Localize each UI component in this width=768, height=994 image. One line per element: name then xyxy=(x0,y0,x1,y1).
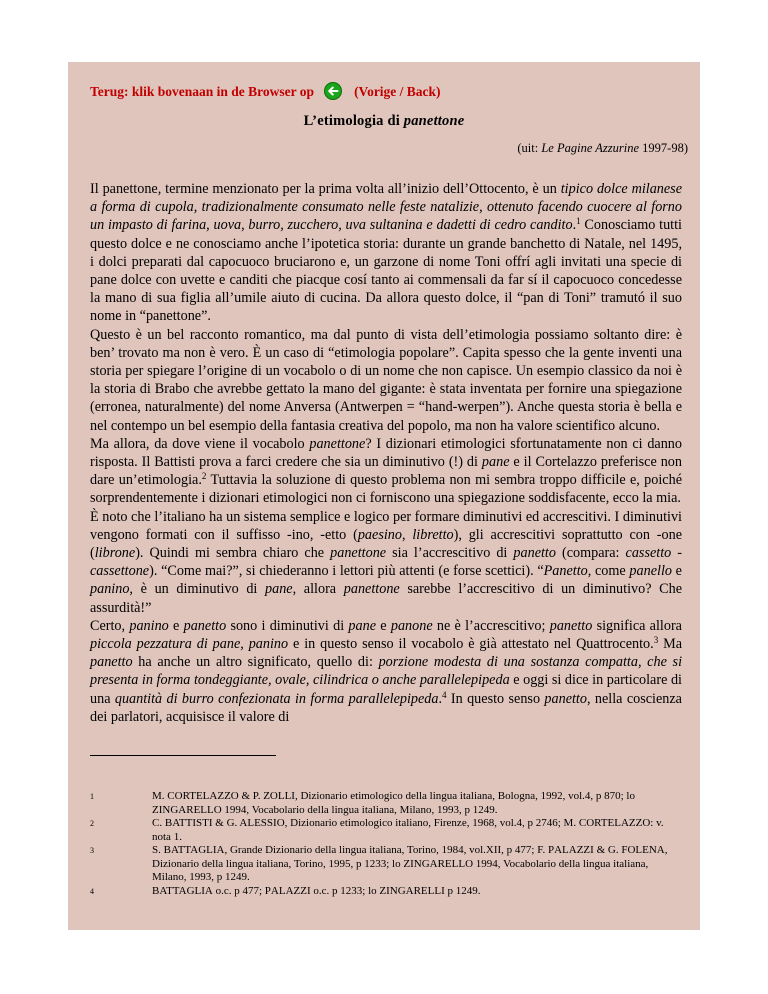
text-run: ha anche un altro significato, quello di: xyxy=(132,654,379,671)
text-run: e il Cortelazzo preferisce non dare un’etimologia. xyxy=(90,454,682,489)
term: panino xyxy=(90,581,130,598)
title-prefix: L’etimologia di xyxy=(303,113,404,129)
footnote-number: 3 xyxy=(90,846,94,855)
text-run: (compara: xyxy=(555,545,626,562)
text-run: e xyxy=(376,617,391,634)
text-run: , allora xyxy=(292,581,344,598)
footnotes xyxy=(90,790,682,898)
back-instruction xyxy=(90,82,441,101)
text-run: ne è l’accrescitivo; xyxy=(432,617,550,634)
term: panone xyxy=(390,617,433,634)
text-run: significa allora xyxy=(592,617,682,634)
footnote-ref[interactable]: 3 xyxy=(653,635,659,646)
title-word: panettone xyxy=(403,113,465,129)
text-run: ). “Come mai?”, si chiederanno i lettori più attenti (e forse scettici). “ xyxy=(149,563,544,580)
text-run: . xyxy=(572,217,577,234)
paragraph-3 xyxy=(90,435,682,508)
text-run: e oggi si dice in particolare di una xyxy=(90,672,682,707)
term: Panetto xyxy=(543,563,588,580)
source-work: Le Pagine Azzurine xyxy=(541,141,640,155)
text-run: . xyxy=(438,690,443,707)
definition-quote: tipico dolce milanese a forma di cupola, tradizionalmente consumato nelle feste natalizie, ottenuto facendo cuocere al forno un impasto di farina, uova, burro, zucchero, uva sultanina e dadetti di cedro candito xyxy=(90,181,683,234)
term: cassetto - cassettone xyxy=(90,545,682,580)
footnote-ref[interactable]: 1 xyxy=(576,216,581,227)
text-run: Ma xyxy=(658,636,683,653)
term: panetto xyxy=(513,545,556,562)
term: pane xyxy=(265,581,293,598)
term: pane xyxy=(481,454,510,471)
text-run: È noto che l’italiano ha un sistema semplice e logico per formare diminutivi ed accrescitivi. I diminutivi vengono formati con il suffisso -ino, -etto ( xyxy=(90,508,682,543)
footnote-4 xyxy=(90,885,682,899)
term: libretto xyxy=(412,526,454,543)
text-run: e xyxy=(671,563,682,580)
text-run: e in questo senso il vocabolo è già attestato nel Quattrocento. xyxy=(288,636,654,653)
arrow-left-icon[interactable] xyxy=(324,82,342,100)
term: panetto xyxy=(549,617,593,634)
text-run: , xyxy=(401,526,413,543)
term: panetto xyxy=(90,654,133,671)
text-run: , come xyxy=(587,563,630,580)
text-run: Conosciamo tutti questo dolce e ne conosciamo anche l’ipotetica storia: durante un grande banchetto di Natale, nel 1495, i dolci preparati dal capocuoco bruciarono e, un garzone di nome Toni offrí agli invitati una specie di pane dolce con uvette e canditi che piacque cosí tanto ai commensali da far sí il capocuoco concedesse la mano di sua figlia all’umile aiuto di cucina. Da allora questo dolce, il “pan di Toni” tramutó il suo nome in “panettone”. xyxy=(90,217,682,325)
text-run: , è un diminutivo di xyxy=(129,581,266,598)
term: panello xyxy=(629,563,672,580)
page-title xyxy=(68,113,700,130)
footnote-number: 4 xyxy=(90,886,94,896)
text-run: sarebbe l’accrescitivo di un diminutivo? Che assurdità!” xyxy=(90,581,683,616)
footnote-text: M. CORTELAZZO & P. ZOLLI, Dizionario etimologico della lingua italiana, Bologna, 1992, vol.4, p 870; lo ZINGARELLO 1994, Vocabolario della lingua italiana, Milano, 1993, p 1249. xyxy=(152,790,635,816)
paragraph-5 xyxy=(90,617,682,726)
text-run: sono i diminutivi di xyxy=(226,617,349,634)
term: panino xyxy=(129,617,169,634)
footnote-ref[interactable]: 2 xyxy=(201,471,207,482)
document-page xyxy=(68,62,700,930)
text-run: sia l’accrescitivo di xyxy=(386,545,514,562)
term: panetto xyxy=(544,690,587,707)
term: paesino xyxy=(357,526,402,543)
paragraph-1 xyxy=(90,180,682,326)
paragraph-2: Questo è un bel racconto romantico, ma dal punto di vista dell’etimologia possiamo soltanto dire: è ben’ trovato ma non è vero. È un caso di “etimologia popolare”. Capita spesso che la gente inventi una storia per spiegare l’origine di un vocabolo o di un nome che non capisce. Un esempio classico da noi è la storia di Brabo che avrebbe gettato la mano del gigante: è stata inventata per fornire una spiegazione (erronea, naturalmente) del nome Anversa (Antwerpen = “hand-werpen”). Anche questa storia è bella e nel contempo un bel esempio della fantasia creativa del popolo, ma non ha valore scientifico alcuno. xyxy=(90,326,682,434)
footnote-text: S. BATTAGLIA, Grande Dizionario della lingua italiana, Torino, 1984, vol.XII, p 477; F. PALAZZI & G. FOLENA, Dizionario della lingua italiana, Torino, 1995, p 1233; lo ZINGARELLO 1994, Vocabolario della lingua italiana, Milano, 1993, p 1249. xyxy=(152,844,668,883)
text-run: Ma allora, da dove viene il vocabolo xyxy=(90,435,310,452)
term: panettone xyxy=(309,435,366,452)
footnote-number: 2 xyxy=(90,819,94,828)
footnote-number: 1 xyxy=(90,792,94,801)
term: panettone xyxy=(343,581,400,598)
text-run: In questo senso xyxy=(446,690,545,707)
text-run: Il panettone, termine menzionato per la prima volta all’inizio dell’Ottocento, è un xyxy=(90,181,561,197)
back-instruction-text: Terug: klik bovenaan in de Browser op xyxy=(90,84,315,99)
back-instruction-suffix: (Vorige / Back) xyxy=(354,84,441,99)
source-open: (uit: xyxy=(517,141,542,155)
term: panettone xyxy=(330,545,387,562)
footnote-3 xyxy=(90,844,682,885)
text-run: Tuttavia la soluzione di questo problema non mi sembra troppo difficile e, poiché sorprendentemente i dizionari etimologici non ci forniscono una spiegazione soddisfacente, ecco la mia. xyxy=(90,472,682,507)
footnote-ref[interactable]: 4 xyxy=(442,689,447,700)
footnote-divider xyxy=(90,755,276,756)
text-run: Certo, xyxy=(90,617,130,634)
text-run: ? I dizionari etimologici sfortunatamente non ci danno risposta. Il Battisti prova a farci credere che sia un diminutivo (!) di xyxy=(90,435,682,471)
text-run: e xyxy=(168,617,184,634)
text-run: ). Quindi mi sembra chiaro che xyxy=(135,545,331,562)
source-year: 1997-98) xyxy=(639,141,688,155)
footnote-2 xyxy=(90,817,682,844)
source-citation xyxy=(517,141,688,156)
definition-quote: piccola pezzatura di pane, panino xyxy=(90,636,289,653)
article-body xyxy=(90,180,682,726)
term: librone xyxy=(94,545,136,562)
footnote-1 xyxy=(90,790,682,817)
term: panetto xyxy=(183,617,227,634)
footnote-text: BATTAGLIA o.c. p 477; PALAZZI o.c. p 1233; lo ZINGARELLI p 1249. xyxy=(152,884,481,897)
text-run: ), gli accrescitivi soprattutto con -one ( xyxy=(90,526,682,562)
text-run: , nella coscienza dei parlatori, acquisisce il valore di xyxy=(90,690,682,725)
paragraph-4 xyxy=(90,508,682,617)
definition-quote: quantità di burro confezionata in forma parallelepipeda xyxy=(114,690,439,707)
term: pane xyxy=(348,617,376,634)
footnote-text: C. BATTISTI & G. ALESSIO, Dizionario etimologico italiano, Firenze, 1968, vol.4, p 2746; M. CORTELAZZO: v. nota 1. xyxy=(152,817,664,843)
definition-quote: porzione modesta di una sostanza compatta, che si presenta in forma tondeggiante, ovale, cilindrica o anche parallelepipeda xyxy=(90,654,683,689)
